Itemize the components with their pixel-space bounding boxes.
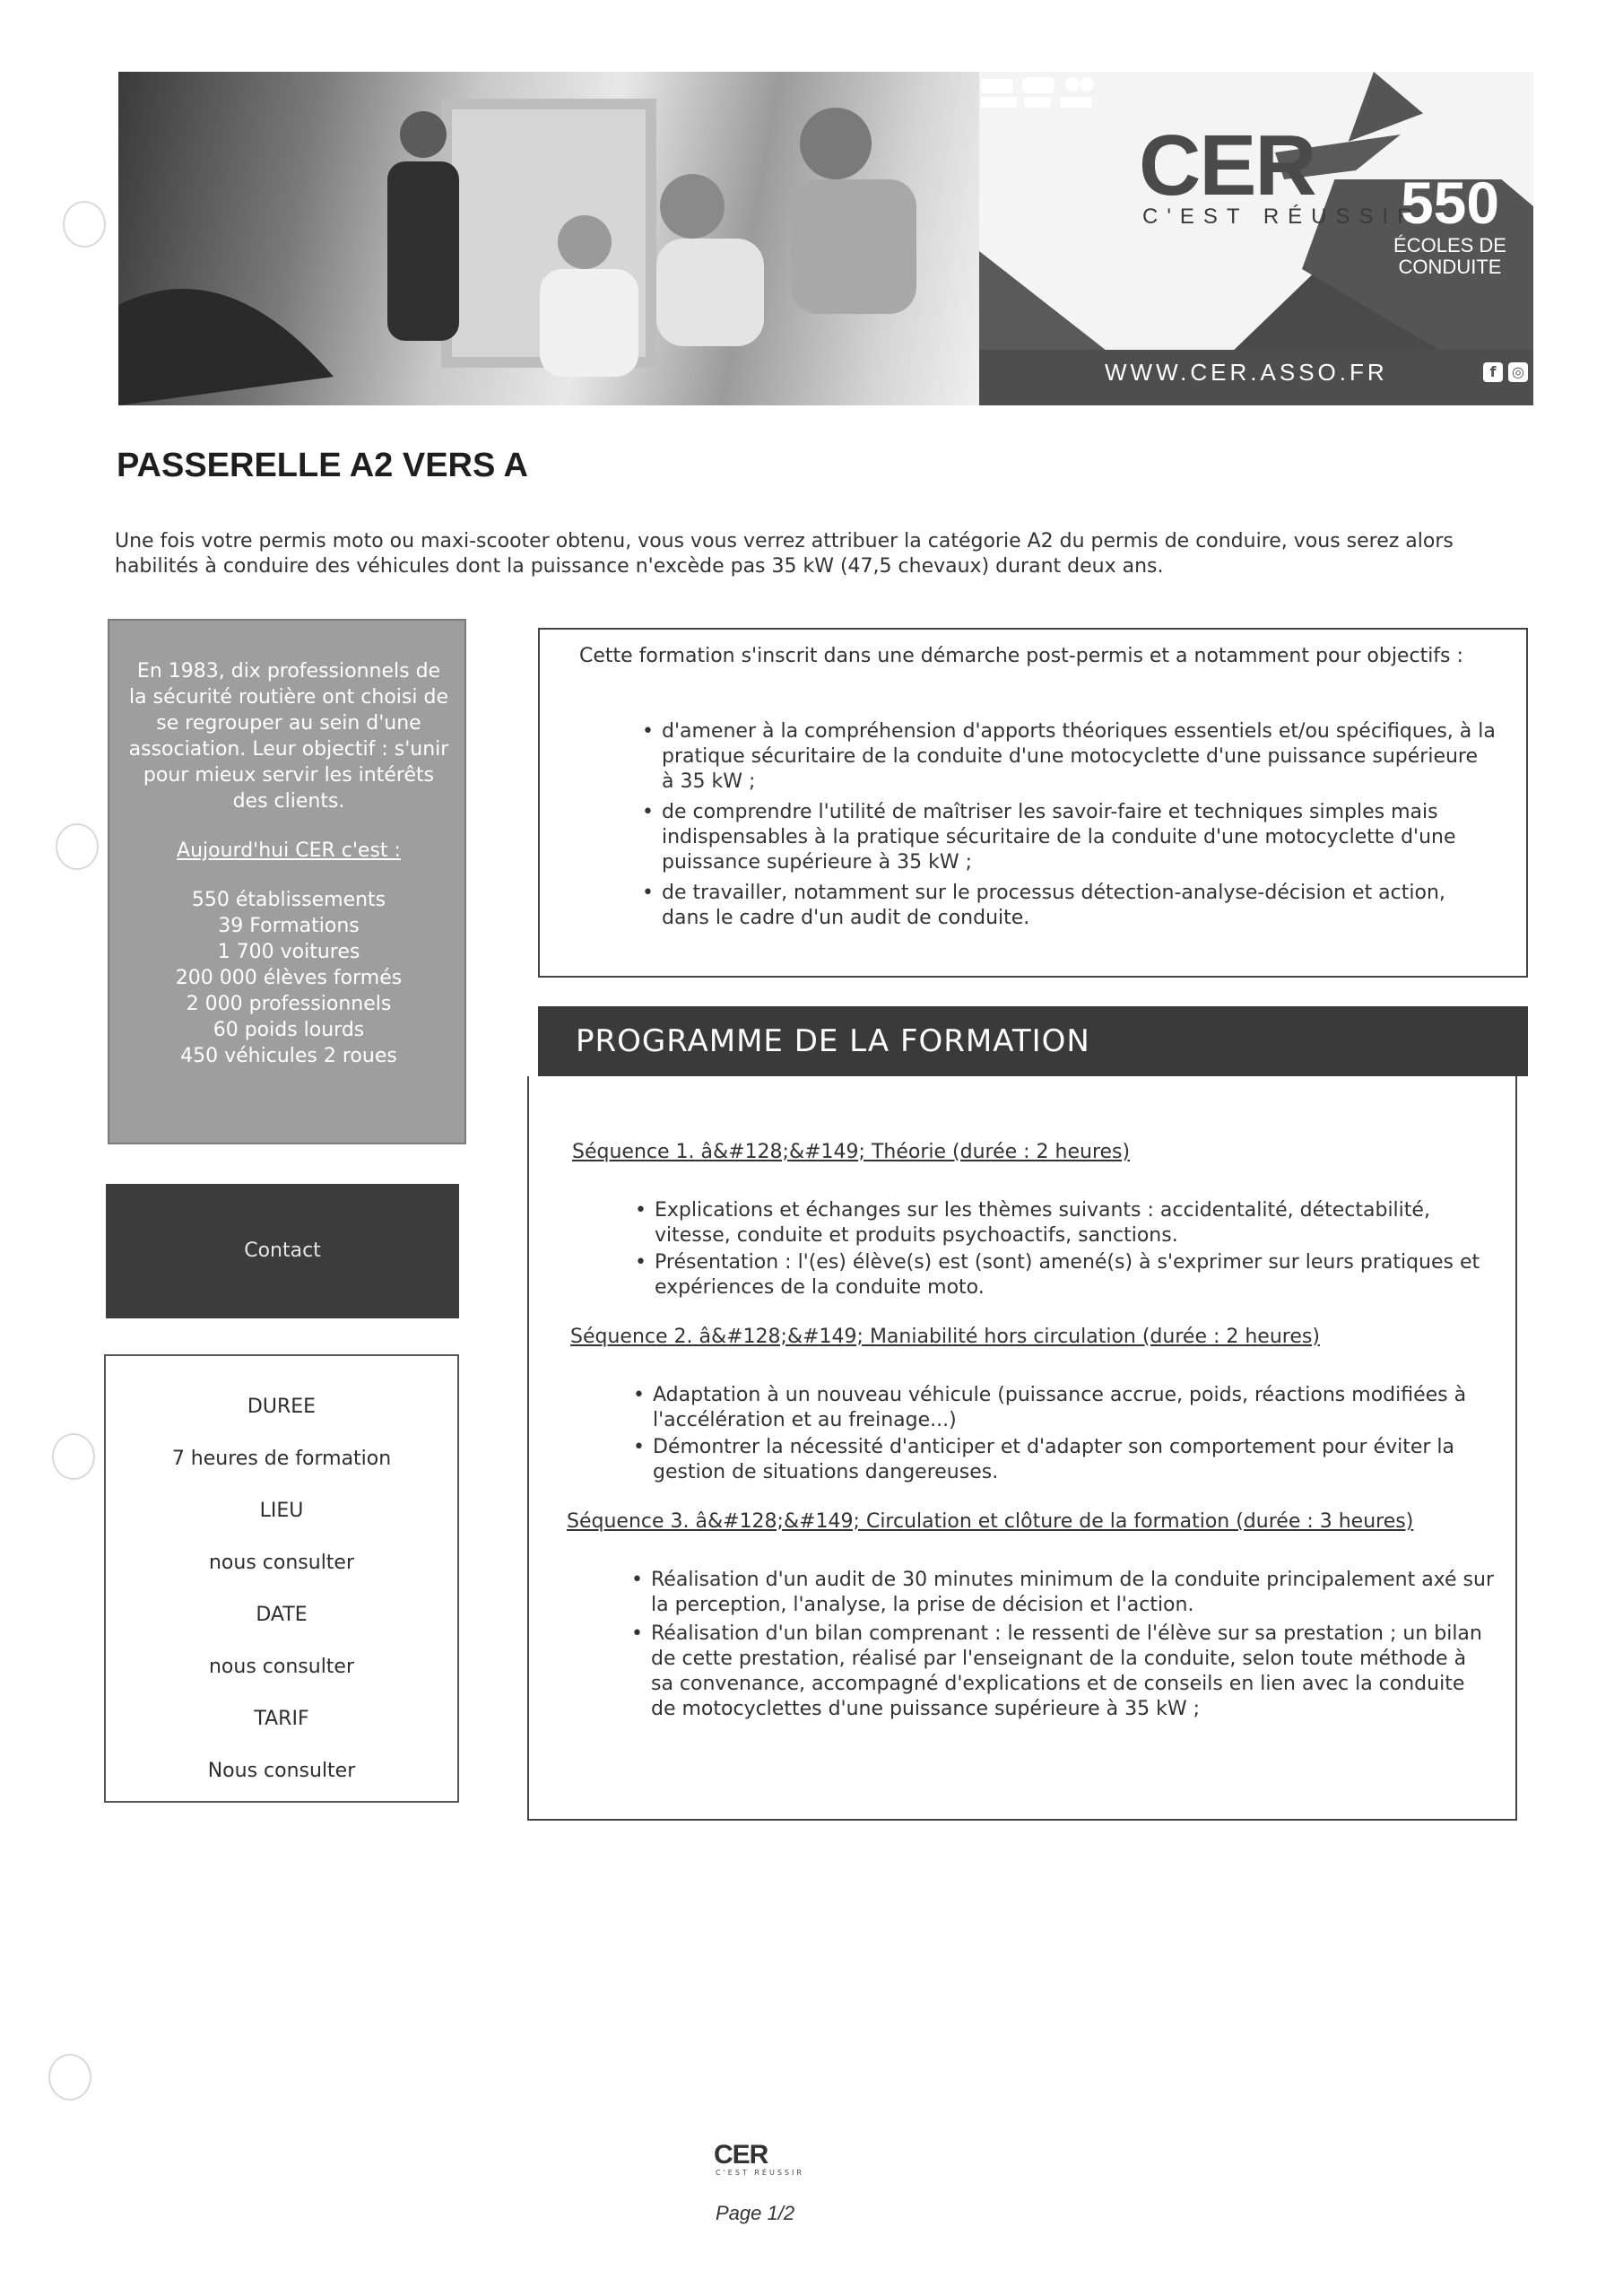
header-banner <box>118 72 1533 405</box>
brand-tagline: C'EST RÉUSSIR <box>1142 204 1422 229</box>
about-panel <box>108 619 466 1144</box>
stat-item: 39 Formations <box>218 915 360 937</box>
today-label: Aujourd'hui CER c'est : <box>177 839 401 862</box>
punch-hole <box>63 201 106 248</box>
sequence-item-text: Explications et échanges sur les thèmes suivants : accidentalité, détectabilité, vitesse, conduite et produits psychoactifs, sanctions. <box>655 1199 1430 1247</box>
punch-hole <box>48 2054 91 2100</box>
date-value: nous consulter <box>208 1656 355 1678</box>
stat-item: 1 700 voitures <box>217 941 360 963</box>
banner-photo <box>118 72 979 405</box>
sequence-title: Séquence 3. â&#128;&#149; Circulation et clôture de la formation (durée : 3 heures) <box>567 1510 1414 1533</box>
page-number: Page 1/2 <box>716 2202 795 2224</box>
course-info-box <box>104 1354 459 1803</box>
bullet-icon: • <box>633 1436 645 1458</box>
lieu-label: LIEU <box>259 1500 304 1522</box>
objective-item <box>642 719 1496 795</box>
bullet-icon: • <box>642 882 654 904</box>
programme-heading: PROGRAMME DE LA FORMATION <box>538 1006 1528 1076</box>
objectives-box <box>538 628 1528 978</box>
sequence-item-text: Présentation : l'(es) élève(s) est (sont) amené(s) à s'exprimer sur leurs pratiques et expériences de la conduite moto. <box>655 1251 1480 1299</box>
sequence-item <box>631 1568 1495 1618</box>
objective-item <box>642 800 1496 875</box>
bullet-icon: • <box>642 801 654 823</box>
sequence-title: Séquence 1. â&#128;&#149; Théorie (durée : 2 heures) <box>572 1141 1131 1163</box>
punch-hole <box>52 1433 95 1480</box>
objective-item <box>642 881 1496 931</box>
tarif-label: TARIF <box>254 1708 309 1730</box>
sequence-item-text: Réalisation d'un bilan comprenant : le ressenti de l'élève sur sa prestation ; un bilan de cette prestation, réalisé par l'enseignant de la conduite, selon toute méthode à sa convenance, accompagné d'explications et de conseils en lien avec la conduite de motocyclettes d'une puissance supérieure à 35 kW ; <box>651 1622 1482 1720</box>
sequence-item <box>635 1198 1497 1248</box>
history-text: En 1983, dix professionnels de la sécurité routière ont choisi de se regrouper au sein d'une association. Leur objectif : s'unir pour mieux servir les intérêts des clients. <box>128 660 449 813</box>
website-link[interactable]: WWW.CER.ASSO.FR <box>1105 359 1388 386</box>
vehicles-icon <box>979 72 1096 111</box>
footer-logo: CER <box>714 2140 768 2170</box>
bullet-icon: • <box>642 720 654 743</box>
footer-tagline: C'EST RÉUSSIR <box>716 2169 804 2177</box>
schools-label <box>1374 235 1526 278</box>
sequence-item-text: Démontrer la nécessité d'anticiper et d'adapter son comportement pour éviter la gestion de situations dangereuses. <box>653 1436 1455 1483</box>
bullet-icon: • <box>635 1199 647 1222</box>
page-title: PASSERELLE A2 VERS A <box>117 447 528 484</box>
schools-count: 550 <box>1400 170 1500 236</box>
schools-label-line2: CONDUITE <box>1398 256 1502 278</box>
sequence-item-text: Adaptation à un nouveau véhicule (puissance accrue, poids, réactions modifiées à l'accélération et au freinage...) <box>653 1384 1467 1431</box>
stat-item: 60 poids lourds <box>213 1019 365 1041</box>
bullet-icon: • <box>631 1569 643 1591</box>
brand-block <box>979 72 1533 405</box>
date-label: DATE <box>256 1604 308 1626</box>
sequence-item-text: Réalisation d'un audit de 30 minutes minimum de la conduite principalement axé sur la perception, l'analyse, la prise de décision et l'action. <box>651 1569 1495 1616</box>
duree-label: DUREE <box>247 1396 317 1418</box>
sequence-item <box>631 1622 1494 1722</box>
intro-paragraph: Une fois votre permis moto ou maxi-scooter obtenu, vous vous verrez attribuer la catégorie A2 du permis de conduire, vous serez alors habilités à conduire des véhicules dont la puissance n'excède pas 35 kW (47,5 chevaux) durant deux ans. <box>115 530 1454 578</box>
stat-item: 450 véhicules 2 roues <box>180 1045 397 1067</box>
objective-text: de comprendre l'utilité de maîtriser les savoir-faire et techniques simples mais indispensables à la pratique sécuritaire de la conduite d'une motocyclette d'une puissance supérieure à 35 kW ; <box>662 801 1456 874</box>
bullet-icon: • <box>631 1622 643 1645</box>
instagram-icon[interactable]: ◎ <box>1508 362 1528 382</box>
objective-text: d'amener à la compréhension d'apports théoriques essentiels et/ou spécifiques, à la pratique sécuritaire de la conduite d'une motocyclette d'une puissance supérieure à 35 kW ; <box>662 720 1496 793</box>
tarif-value: Nous consulter <box>207 1760 356 1782</box>
contact-button[interactable]: Contact <box>106 1184 459 1318</box>
bullet-icon: • <box>635 1251 647 1274</box>
brand-logo: CER <box>1139 117 1315 213</box>
sequence-item <box>633 1383 1496 1433</box>
duree-value: 7 heures de formation <box>171 1448 392 1470</box>
objectives-lead: Cette formation s'inscrit dans une démarche post-permis et a notamment pour objectifs : <box>579 645 1463 667</box>
sequence-item <box>633 1435 1496 1485</box>
stat-item: 550 établissements <box>191 889 386 911</box>
punch-hole <box>56 823 99 870</box>
sequence-item <box>635 1250 1506 1300</box>
schools-label-line1: ÉCOLES DE <box>1393 234 1506 257</box>
stat-item: 200 000 élèves formés <box>175 967 403 989</box>
objective-text: de travailler, notamment sur le processus détection-analyse-décision et action, dans le cadre d'un audit de conduite. <box>662 882 1445 929</box>
stat-item: 2 000 professionnels <box>186 993 392 1015</box>
sequence-title: Séquence 2. â&#128;&#149; Maniabilité hors circulation (durée : 2 heures) <box>570 1326 1320 1348</box>
bullet-icon: • <box>633 1384 645 1406</box>
facebook-icon[interactable]: f <box>1483 362 1503 382</box>
lieu-value: nous consulter <box>208 1552 355 1574</box>
